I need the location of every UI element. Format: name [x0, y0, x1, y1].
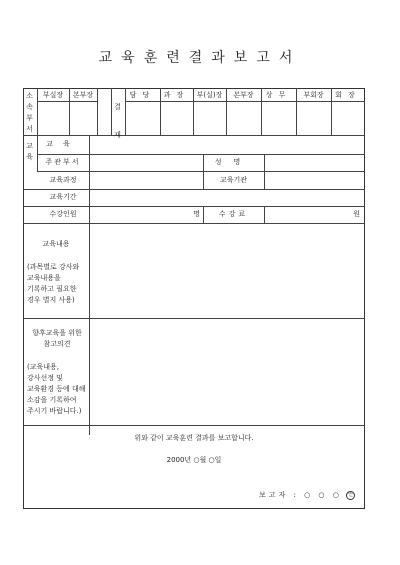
affiliation-col-head-manager: 부실장: [42, 91, 64, 99]
approval-col-staff: 담당: [129, 91, 156, 99]
course-label: 교육과정: [49, 176, 77, 184]
seal-mark: 인: [346, 491, 355, 500]
report-statement: 위와 같이 교육훈련 결과를 보고합니다.: [134, 434, 254, 442]
opinion-note: (교육내용, 강사선정 및 교육환경 등에 대해 소감을 기록하여 주시기 바랍니다.): [27, 363, 86, 415]
institution-label: 교육기관: [219, 176, 248, 184]
affiliation-col-head-director: 본부장: [72, 91, 94, 99]
attendees-unit: 명: [193, 210, 200, 218]
content-label: 교육내용: [42, 240, 70, 248]
affiliation-label: 소속부서: [26, 92, 33, 133]
education-side-label: 교육: [26, 142, 33, 161]
approval-col-executive: 상무: [265, 91, 292, 99]
report-date: 2000년 ○월 ○일: [166, 456, 222, 464]
approval-col-dept-head: 부(실)장: [196, 91, 223, 99]
content-note: (과목별로 강사와 교육내용을 기록하고 필요한 경우 별지 사용): [27, 263, 80, 304]
approval-col-division-head: 본부장: [233, 91, 254, 99]
period-label: 교육기간: [49, 193, 77, 201]
fee-unit: 원: [353, 210, 360, 218]
reporter-line: 보고자 : ○ ○ ○: [259, 491, 342, 499]
opinion-label: 향후교육을 위한 참고의견: [32, 329, 82, 348]
approval-label: 결재: [114, 103, 121, 139]
approval-col-vice-chairman: 부회장: [303, 91, 324, 99]
name-label: 성명: [214, 158, 253, 166]
approval-col-section-chief: 과장: [163, 91, 190, 99]
approval-col-chairman: 회장: [335, 91, 361, 99]
attendees-label: 수강인원: [49, 210, 77, 218]
form-title: 교육훈련결과보고서: [98, 50, 302, 66]
fee-label: 수강료: [218, 210, 249, 218]
host-dept-label: 주관부서: [45, 158, 81, 166]
education-row-label: 교육: [46, 140, 80, 148]
